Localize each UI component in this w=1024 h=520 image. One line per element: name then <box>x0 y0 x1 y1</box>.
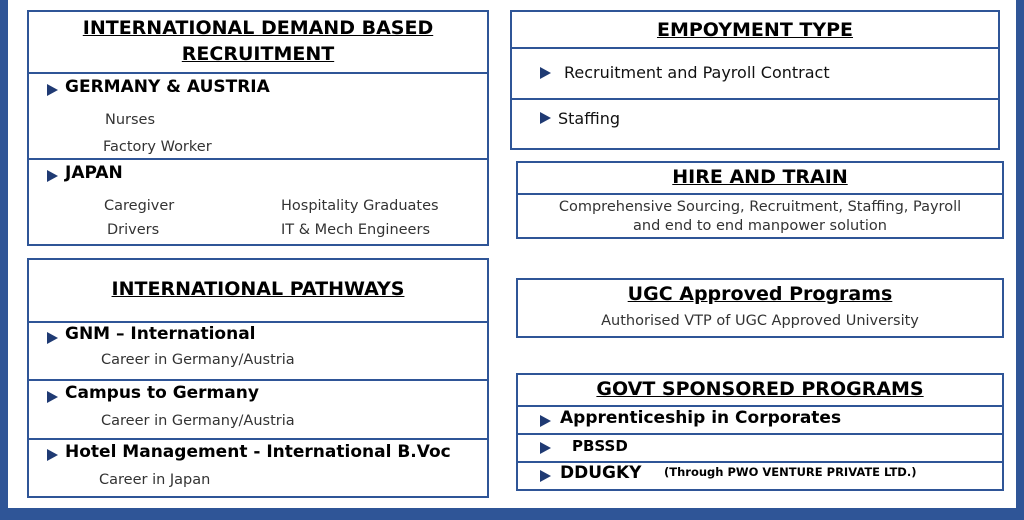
arrow-icon <box>47 449 58 461</box>
demand-title-line1: INTERNATIONAL DEMAND BASED <box>82 17 434 39</box>
divider <box>518 193 1002 195</box>
japan-item-hospitality: Hospitality Graduates <box>281 198 439 214</box>
arrow-icon <box>540 442 551 454</box>
divider <box>29 72 487 74</box>
arrow-icon <box>47 391 58 403</box>
pathway-hotel-sub: Career in Japan <box>99 472 211 488</box>
arrow-icon <box>540 470 551 482</box>
pathways-title: INTERNATIONAL PATHWAYS <box>111 278 405 300</box>
germany-item-nurses: Nurses <box>105 112 156 128</box>
frame-border-bottom <box>0 508 1024 520</box>
japan-item-it-mech: IT & Mech Engineers <box>281 222 430 238</box>
divider <box>29 438 487 440</box>
ugc-programs-panel <box>516 278 1004 338</box>
arrow-icon <box>540 112 551 124</box>
hire-title: HIRE AND TRAIN <box>672 166 848 188</box>
pathways-panel <box>27 258 489 498</box>
divider <box>518 433 1002 435</box>
japan-item-drivers: Drivers <box>107 222 160 238</box>
arrow-icon <box>540 415 551 427</box>
arrow-icon <box>47 84 58 96</box>
employment-title: EMPOYMENT TYPE <box>656 19 854 41</box>
divider <box>512 47 998 49</box>
divider <box>29 321 487 323</box>
japan-item-caregiver: Caregiver <box>104 198 175 214</box>
divider <box>518 405 1002 407</box>
pathway-gnm-sub: Career in Germany/Austria <box>101 352 295 368</box>
govt-item-ddugky: DDUGKY <box>560 463 642 483</box>
pathway-hotel-heading: Hotel Management - International B.Voc <box>65 442 451 462</box>
govt-programs-panel <box>516 373 1004 491</box>
frame-border-left <box>0 0 8 520</box>
govt-ddugky-note: (Through PWO VENTURE PRIVATE LTD.) <box>664 465 917 479</box>
ugc-text: Authorised VTP of UGC Approved University <box>601 313 919 329</box>
employment-type-panel <box>510 10 1000 150</box>
japan-heading: JAPAN <box>65 163 123 183</box>
govt-title: GOVT SPONSORED PROGRAMS <box>596 378 924 400</box>
pathway-campus-heading: Campus to Germany <box>65 383 259 403</box>
govt-item-pbssd: PBSSD <box>572 437 628 455</box>
divider <box>29 158 487 160</box>
demand-title-line2: RECRUITMENT <box>181 43 335 65</box>
ugc-title: UGC Approved Programs <box>627 283 893 305</box>
divider <box>29 379 487 381</box>
employment-item-recruitment-payroll: Recruitment and Payroll Contract <box>564 63 830 82</box>
employment-item-staffing: Staffing <box>558 109 620 128</box>
pathway-campus-sub: Career in Germany/Austria <box>101 413 295 429</box>
demand-recruitment-panel <box>27 10 489 246</box>
arrow-icon <box>540 67 551 79</box>
arrow-icon <box>47 170 58 182</box>
germany-austria-heading: GERMANY & AUSTRIA <box>65 77 270 97</box>
hire-train-panel <box>516 161 1004 239</box>
pathway-gnm-heading: GNM – International <box>65 324 256 344</box>
frame-border-right <box>1016 0 1024 520</box>
govt-item-apprenticeship: Apprenticeship in Corporates <box>560 408 842 428</box>
hire-text-line1: Comprehensive Sourcing, Recruitment, Staffing, Payroll <box>558 199 962 215</box>
hire-text-line2: and end to end manpower solution <box>633 218 887 234</box>
divider <box>512 98 998 100</box>
arrow-icon <box>47 332 58 344</box>
germany-item-factory-worker: Factory Worker <box>103 139 212 155</box>
